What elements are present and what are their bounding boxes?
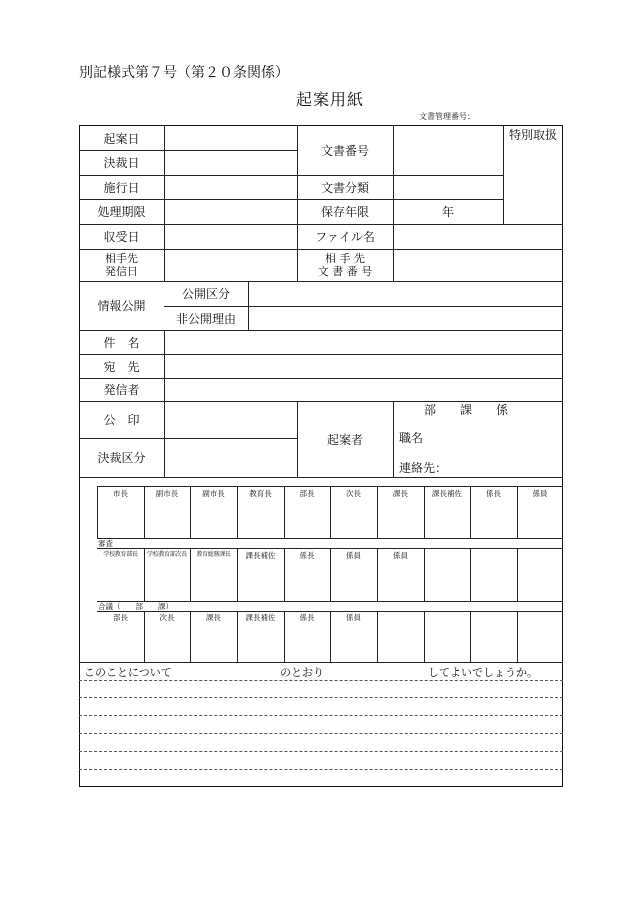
label-kessai-kubun: 決裁区分 — [97, 451, 146, 465]
form-reference: 別記様式第７号（第２０条関係） — [79, 65, 289, 81]
grid-line — [79, 477, 563, 478]
label-renrakusaki: 連絡先： — [399, 461, 448, 475]
reviewer-1: 学校教育部長 — [103, 551, 138, 558]
grid-line — [503, 125, 504, 224]
grid-line — [424, 548, 425, 601]
approver-6: 次長 — [346, 489, 361, 498]
label-hikokai-riyu: 非公開理由 — [175, 311, 236, 326]
consult-3: 課長 — [206, 613, 221, 622]
label-aite-bunsho-bango: 相 手 先 文 書 番 号 — [317, 251, 373, 278]
grid-line — [517, 548, 518, 601]
ruled-line — [79, 680, 563, 681]
grid-line — [248, 281, 249, 330]
label-bunsho-bunrui: 文書分類 — [320, 180, 369, 195]
label-shinsa: 審査 — [98, 539, 113, 548]
approver-1: 市長 — [113, 489, 128, 498]
reviewer-7: 係員 — [393, 551, 408, 560]
label-jutoku-date: 収受日 — [103, 230, 140, 244]
label-kessai-date: 決裁日 — [103, 156, 140, 170]
reviewer-5: 係長 — [299, 551, 315, 560]
ruled-line — [79, 769, 563, 770]
label-nen: 年 — [441, 205, 454, 219]
label-dept-line: 部 課 係 — [424, 403, 509, 417]
reviewer-3: 教育総務課長 — [196, 551, 231, 558]
consult-1: 部長 — [113, 613, 128, 622]
approver-3: 副市長 — [202, 489, 225, 498]
approver-2: 副市長 — [155, 489, 179, 498]
label-hozon-nengen: 保存年限 — [320, 205, 369, 219]
ruled-line — [79, 751, 563, 752]
grid-line — [470, 548, 471, 601]
label-aite-hassin-date: 相手先 発信日 — [105, 251, 138, 278]
approver-7: 課長 — [393, 489, 408, 498]
approver-4: 教育長 — [249, 489, 272, 498]
consult-4: 課長補佐 — [245, 613, 276, 622]
label-shori-kigen: 処理期限 — [97, 205, 146, 219]
approver-5: 部長 — [299, 489, 315, 498]
ruled-line — [79, 715, 563, 716]
label-tokubetsu: 特別取扱 — [509, 128, 558, 142]
reviewer-4: 課長補佐 — [245, 551, 276, 560]
grid-line — [470, 611, 471, 662]
label-kokai-kubun: 公開区分 — [181, 287, 230, 301]
consult-5: 係長 — [299, 613, 315, 622]
reviewer-6: 係員 — [346, 551, 361, 560]
consult-6: 係員 — [346, 613, 361, 622]
grid-line — [517, 611, 518, 662]
closing-part2: のとおり — [280, 666, 324, 679]
label-atesaki: 宛 先 — [103, 359, 140, 374]
approver-10: 係員 — [532, 489, 548, 498]
doc-mgmt-label: 文書管理番号： — [419, 112, 475, 121]
closing-part3: してよいでしょうか。 — [428, 666, 538, 679]
label-shiko-date: 施行日 — [103, 180, 140, 195]
label-hasshinsha: 発信者 — [103, 383, 140, 397]
grid-line — [424, 611, 425, 662]
label-kian-date: 起案日 — [103, 131, 140, 146]
grid-line — [164, 330, 165, 477]
label-joho-kokai: 情報公開 — [97, 299, 146, 313]
label-bunsho-bango: 文書番号 — [320, 144, 369, 158]
label-shokumei: 職名 — [399, 431, 424, 445]
label-koin: 公 印 — [103, 413, 140, 427]
grid-line — [164, 125, 165, 281]
page-title: 起案用紙 — [296, 90, 365, 109]
label-aigi: 合議（ 部 課） — [98, 602, 173, 611]
grid-line — [377, 611, 378, 662]
label-kenmei: 件 名 — [103, 335, 140, 350]
label-kiansha: 起案者 — [326, 432, 363, 447]
ruled-line — [79, 697, 563, 698]
grid-line — [97, 538, 563, 539]
approver-9: 係長 — [486, 489, 501, 498]
grid-line — [79, 662, 563, 663]
ruled-line — [79, 733, 563, 734]
approver-8: 課長補佐 — [432, 489, 462, 498]
label-file-name: ファイル名 — [315, 230, 375, 244]
reviewer-2: 学校教育部次長 — [147, 551, 187, 558]
grid-line — [393, 401, 394, 477]
consult-2: 次長 — [159, 613, 175, 622]
closing-part1: このことについて — [84, 666, 172, 679]
